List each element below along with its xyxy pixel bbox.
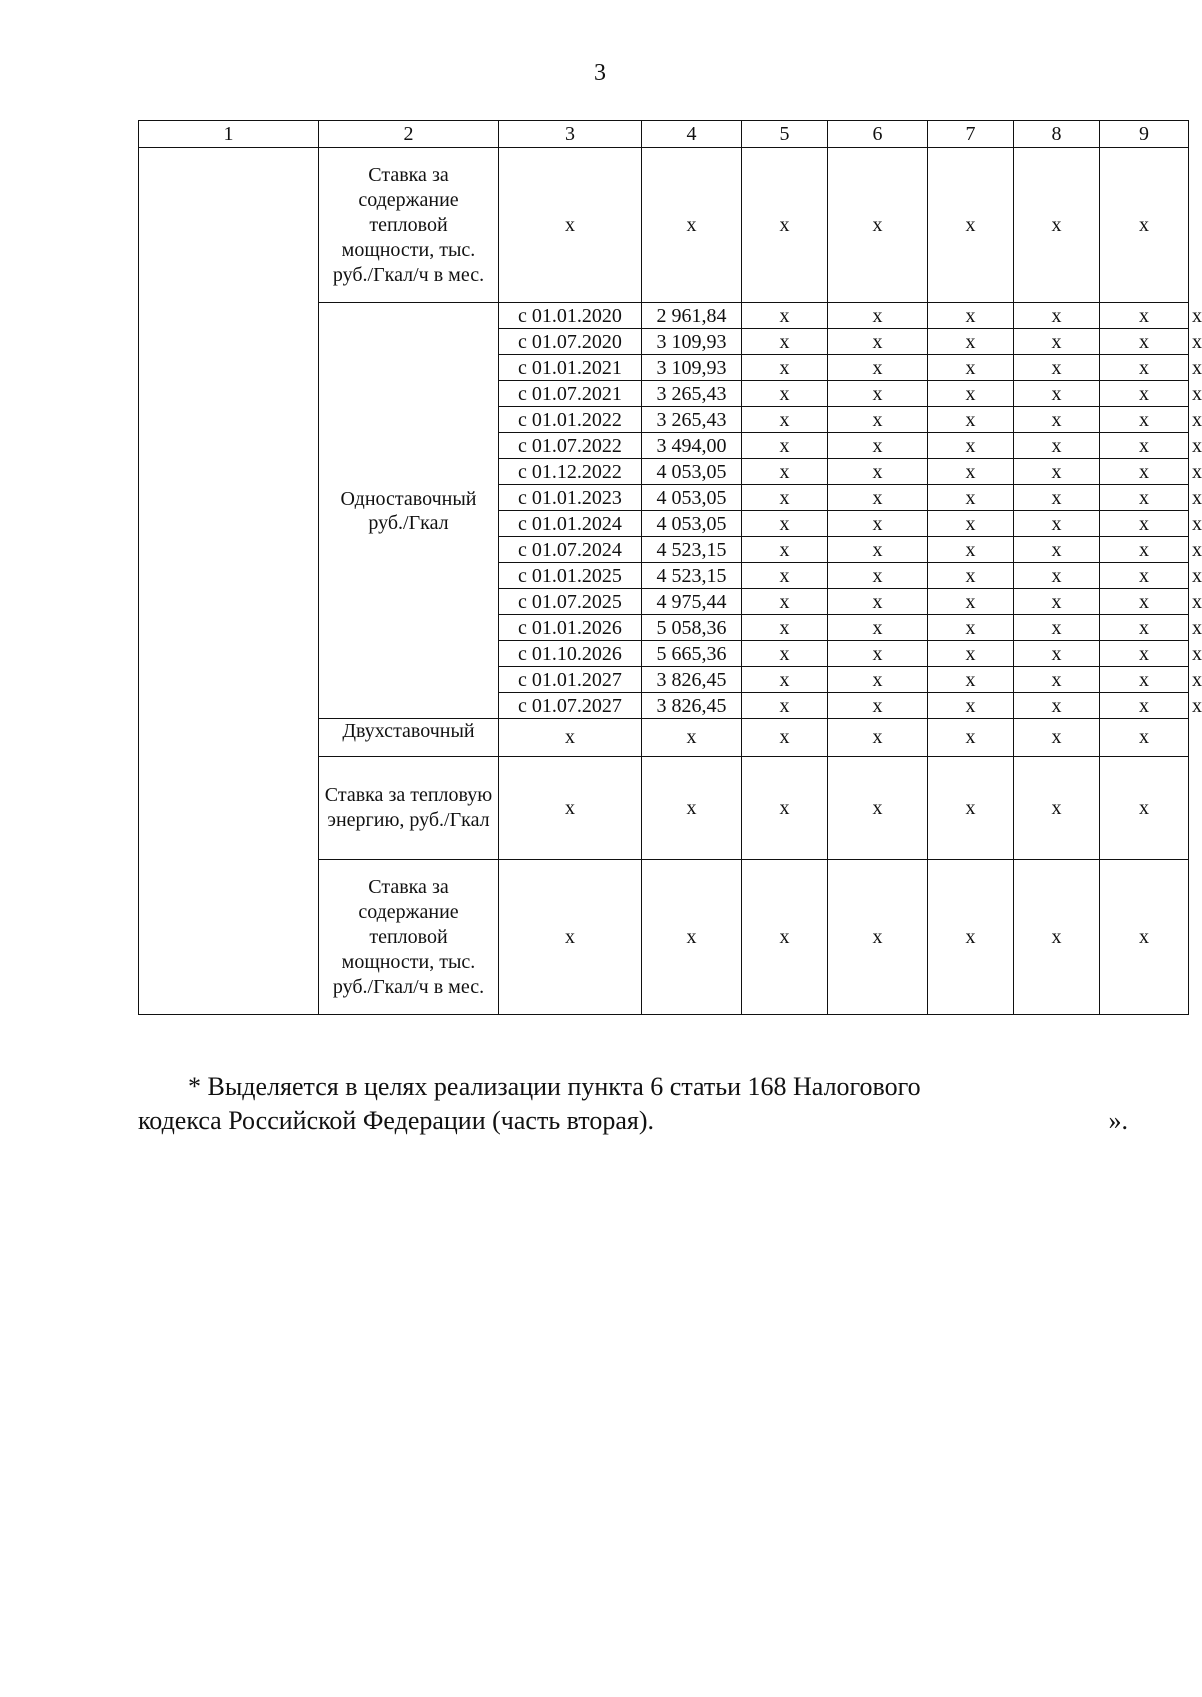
x-cell: x xyxy=(1100,381,1189,407)
x-cell: x xyxy=(928,329,1014,355)
x-cell: x xyxy=(1014,459,1100,485)
x-cell: x xyxy=(1100,433,1189,459)
x-cell: x xyxy=(1014,407,1100,433)
x-cell: x xyxy=(642,860,742,1015)
x-cell: x xyxy=(1014,537,1100,563)
x-cell: x xyxy=(742,303,828,329)
x-cell: x xyxy=(1100,615,1189,641)
tariff-value: 3 265,43 xyxy=(642,407,742,433)
period-start-date: с 01.01.2024 xyxy=(499,511,642,537)
x-cell: x xyxy=(828,148,928,303)
tariff-table xyxy=(138,120,1202,1015)
x-cell: x xyxy=(928,407,1014,433)
single-rate-row: Одноставочный руб./Гкал с 01.01.2020 2 961,84 x x x x x x xyxy=(139,303,1189,329)
x-cell: x xyxy=(828,537,928,563)
x-cell: x xyxy=(1014,355,1100,381)
x-cell: x xyxy=(742,757,828,860)
x-cell: x xyxy=(1014,511,1100,537)
tariff-value: 4 523,15 xyxy=(642,537,742,563)
x-cell: x xyxy=(499,719,642,757)
row-label: Ставка за содержание тепловой мощности, тыс. руб./Гкал/ч в мес. xyxy=(319,148,499,303)
x-cell: x xyxy=(742,693,828,719)
x-cell: x xyxy=(928,667,1014,693)
tariff-value: 4 053,05 xyxy=(642,485,742,511)
x-cell: x xyxy=(1100,303,1189,329)
single-rate-row: с 01.01.2023 4 053,05 x x x x x x xyxy=(139,485,1189,511)
period-start-date: с 01.01.2027 xyxy=(499,667,642,693)
x-cell: x xyxy=(828,407,928,433)
x-cell: x xyxy=(1014,485,1100,511)
x-cell: x xyxy=(828,355,928,381)
x-cell: x xyxy=(1100,537,1189,563)
footnote-line-1: * Выделяется в целях реализации пункта 6 статьи 168 Налогового xyxy=(188,1072,921,1101)
x-cell: x xyxy=(1014,563,1100,589)
x-cell: x xyxy=(1100,459,1189,485)
x-cell: x xyxy=(1014,148,1100,303)
empty-first-column xyxy=(139,148,319,1015)
x-cell: x xyxy=(1014,719,1100,757)
single-rate-row: с 01.07.2025 4 975,44 x x x x x x xyxy=(139,589,1189,615)
x-cell: x xyxy=(928,757,1014,860)
single-rate-row: с 01.07.2027 3 826,45 x x x x x x xyxy=(139,693,1189,719)
x-cell: x xyxy=(742,355,828,381)
x-cell: x xyxy=(828,641,928,667)
single-rate-label: Одноставочный руб./Гкал xyxy=(319,303,499,719)
period-start-date: с 01.01.2026 xyxy=(499,615,642,641)
capacity-rate-row xyxy=(139,148,1189,303)
x-cell: x xyxy=(1014,615,1100,641)
col-header: 8 xyxy=(1014,121,1100,148)
tariff-value: 5 058,36 xyxy=(642,615,742,641)
x-cell: x xyxy=(928,485,1014,511)
x-cell: x xyxy=(742,485,828,511)
x-cell: x xyxy=(1100,641,1189,667)
x-cell: x xyxy=(928,148,1014,303)
x-cell: x xyxy=(828,719,928,757)
col-header: 1 xyxy=(139,121,319,148)
x-cell: x xyxy=(1100,719,1189,757)
x-cell: x xyxy=(742,719,828,757)
single-rate-row: с 01.01.2027 3 826,45 x x x x x x xyxy=(139,667,1189,693)
x-cell: x xyxy=(1014,641,1100,667)
x-cell: x xyxy=(928,641,1014,667)
row-label: Двухставочный xyxy=(319,719,499,757)
col-header: 7 xyxy=(928,121,1014,148)
x-cell: x xyxy=(828,757,928,860)
single-rate-row: с 01.12.2022 4 053,05 x x x x x x xyxy=(139,459,1189,485)
tariff-value: 5 665,36 xyxy=(642,641,742,667)
period-start-date: с 01.10.2026 xyxy=(499,641,642,667)
tariff-value: 4 975,44 xyxy=(642,589,742,615)
tariff-value: 4 523,15 xyxy=(642,563,742,589)
single-rate-row: с 01.01.2022 3 265,43 x x x x x x xyxy=(139,407,1189,433)
x-cell: x xyxy=(1100,511,1189,537)
x-cell: x xyxy=(928,537,1014,563)
x-cell: x xyxy=(1014,381,1100,407)
x-cell: x xyxy=(742,537,828,563)
x-cell: x xyxy=(1100,860,1189,1015)
x-cell: x xyxy=(642,757,742,860)
tariff-value: 4 053,05 xyxy=(642,459,742,485)
col-header: 4 xyxy=(642,121,742,148)
x-cell: x xyxy=(642,719,742,757)
x-cell: x xyxy=(1100,693,1189,719)
period-start-date: с 01.07.2020 xyxy=(499,329,642,355)
x-cell: x xyxy=(1014,329,1100,355)
x-cell: x xyxy=(1100,407,1189,433)
period-start-date: с 01.12.2022 xyxy=(499,459,642,485)
x-cell: x xyxy=(828,693,928,719)
x-cell: x xyxy=(828,459,928,485)
x-cell: x xyxy=(1014,303,1100,329)
x-cell: x xyxy=(828,563,928,589)
period-start-date: с 01.07.2025 xyxy=(499,589,642,615)
tariff-value: 3 494,00 xyxy=(642,433,742,459)
x-cell: x xyxy=(499,860,642,1015)
x-cell: x xyxy=(1014,433,1100,459)
x-cell: x xyxy=(928,615,1014,641)
x-cell: x xyxy=(742,589,828,615)
x-cell: x xyxy=(828,381,928,407)
x-cell: x xyxy=(1100,329,1189,355)
x-cell: x xyxy=(828,485,928,511)
x-cell: x xyxy=(928,860,1014,1015)
tariff-value: 2 961,84 xyxy=(642,303,742,329)
x-cell: x xyxy=(742,511,828,537)
closing-quote: ». xyxy=(1108,1106,1128,1135)
single-rate-row: с 01.01.2026 5 058,36 x x x x x x xyxy=(139,615,1189,641)
col-header: 5 xyxy=(742,121,828,148)
x-cell: x xyxy=(1100,757,1189,860)
x-cell: x xyxy=(928,563,1014,589)
x-cell: x xyxy=(928,719,1014,757)
x-cell: x xyxy=(928,381,1014,407)
x-cell: x xyxy=(499,757,642,860)
tariff-value: 3 826,45 xyxy=(642,667,742,693)
col-header: 2 xyxy=(319,121,499,148)
x-cell: x xyxy=(828,511,928,537)
x-cell: x xyxy=(642,148,742,303)
col-header: 3 xyxy=(499,121,642,148)
x-cell: x xyxy=(742,433,828,459)
x-cell: x xyxy=(1014,693,1100,719)
tariff-value: 4 053,05 xyxy=(642,511,742,537)
x-cell: x xyxy=(1100,667,1189,693)
row-label: Ставка за тепловую энергию, руб./Гкал xyxy=(319,757,499,860)
single-rate-row: с 01.07.2021 3 265,43 x x x x x x xyxy=(139,381,1189,407)
x-cell: x xyxy=(828,303,928,329)
x-cell: x xyxy=(742,329,828,355)
period-start-date: с 01.07.2021 xyxy=(499,381,642,407)
tariff-value: 3 265,43 xyxy=(642,381,742,407)
x-cell: x xyxy=(928,511,1014,537)
x-cell: x xyxy=(742,667,828,693)
x-cell: x xyxy=(742,381,828,407)
x-cell: x xyxy=(1100,148,1189,303)
period-start-date: с 01.01.2022 xyxy=(499,407,642,433)
single-rate-row: с 01.01.2025 4 523,15 x x x x x x xyxy=(139,563,1189,589)
x-cell: x xyxy=(828,615,928,641)
x-cell: x xyxy=(742,407,828,433)
x-cell: x xyxy=(742,860,828,1015)
x-cell: x xyxy=(928,693,1014,719)
header-row xyxy=(139,121,1189,148)
x-cell: x xyxy=(1100,355,1189,381)
x-cell: x xyxy=(1100,485,1189,511)
page-number: 3 xyxy=(594,60,606,86)
x-cell: x xyxy=(742,641,828,667)
single-rate-row: с 01.01.2024 4 053,05 x x x x x x xyxy=(139,511,1189,537)
x-cell: x xyxy=(828,667,928,693)
period-start-date: с 01.07.2022 xyxy=(499,433,642,459)
period-start-date: с 01.01.2021 xyxy=(499,355,642,381)
x-cell: x xyxy=(1100,589,1189,615)
x-cell: x xyxy=(499,148,642,303)
single-rate-row: с 01.07.2024 4 523,15 x x x x x x xyxy=(139,537,1189,563)
tariff-value: 3 109,93 xyxy=(642,355,742,381)
tariff-value: 3 109,93 xyxy=(642,329,742,355)
x-cell: x xyxy=(928,459,1014,485)
x-cell: x xyxy=(828,329,928,355)
x-cell: x xyxy=(928,433,1014,459)
period-start-date: с 01.01.2025 xyxy=(499,563,642,589)
x-cell: x xyxy=(928,303,1014,329)
period-start-date: с 01.01.2023 xyxy=(499,485,642,511)
single-rate-row: с 01.01.2021 3 109,93 x x x x x x xyxy=(139,355,1189,381)
x-cell: x xyxy=(928,589,1014,615)
period-start-date: с 01.07.2024 xyxy=(499,537,642,563)
col-header: 9 xyxy=(1100,121,1189,148)
single-rate-row: с 01.07.2022 3 494,00 x x x x x x xyxy=(139,433,1189,459)
single-rate-row: с 01.10.2026 5 665,36 x x x x x x xyxy=(139,641,1189,667)
period-start-date: с 01.01.2020 xyxy=(499,303,642,329)
x-cell: x xyxy=(1014,667,1100,693)
x-cell: x xyxy=(1100,563,1189,589)
col-header: 6 xyxy=(828,121,928,148)
x-cell: x xyxy=(742,148,828,303)
x-cell: x xyxy=(1014,757,1100,860)
single-rate-row: с 01.07.2020 3 109,93 x x x x x x xyxy=(139,329,1189,355)
period-start-date: с 01.07.2027 xyxy=(499,693,642,719)
tariff-value: 3 826,45 xyxy=(642,693,742,719)
x-cell: x xyxy=(742,563,828,589)
x-cell: x xyxy=(828,860,928,1015)
row-label: Ставка за содержание тепловой мощности, тыс. руб./Гкал/ч в мес. xyxy=(319,860,499,1015)
x-cell: x xyxy=(742,459,828,485)
x-cell: x xyxy=(1014,860,1100,1015)
x-cell: x xyxy=(828,589,928,615)
x-cell: x xyxy=(928,355,1014,381)
x-cell: x xyxy=(1014,589,1100,615)
footnote xyxy=(138,1070,1128,1138)
x-cell: x xyxy=(828,433,928,459)
footnote-line-2: кодекса Российской Федерации (часть вторая). xyxy=(138,1106,654,1135)
x-cell: x xyxy=(742,615,828,641)
